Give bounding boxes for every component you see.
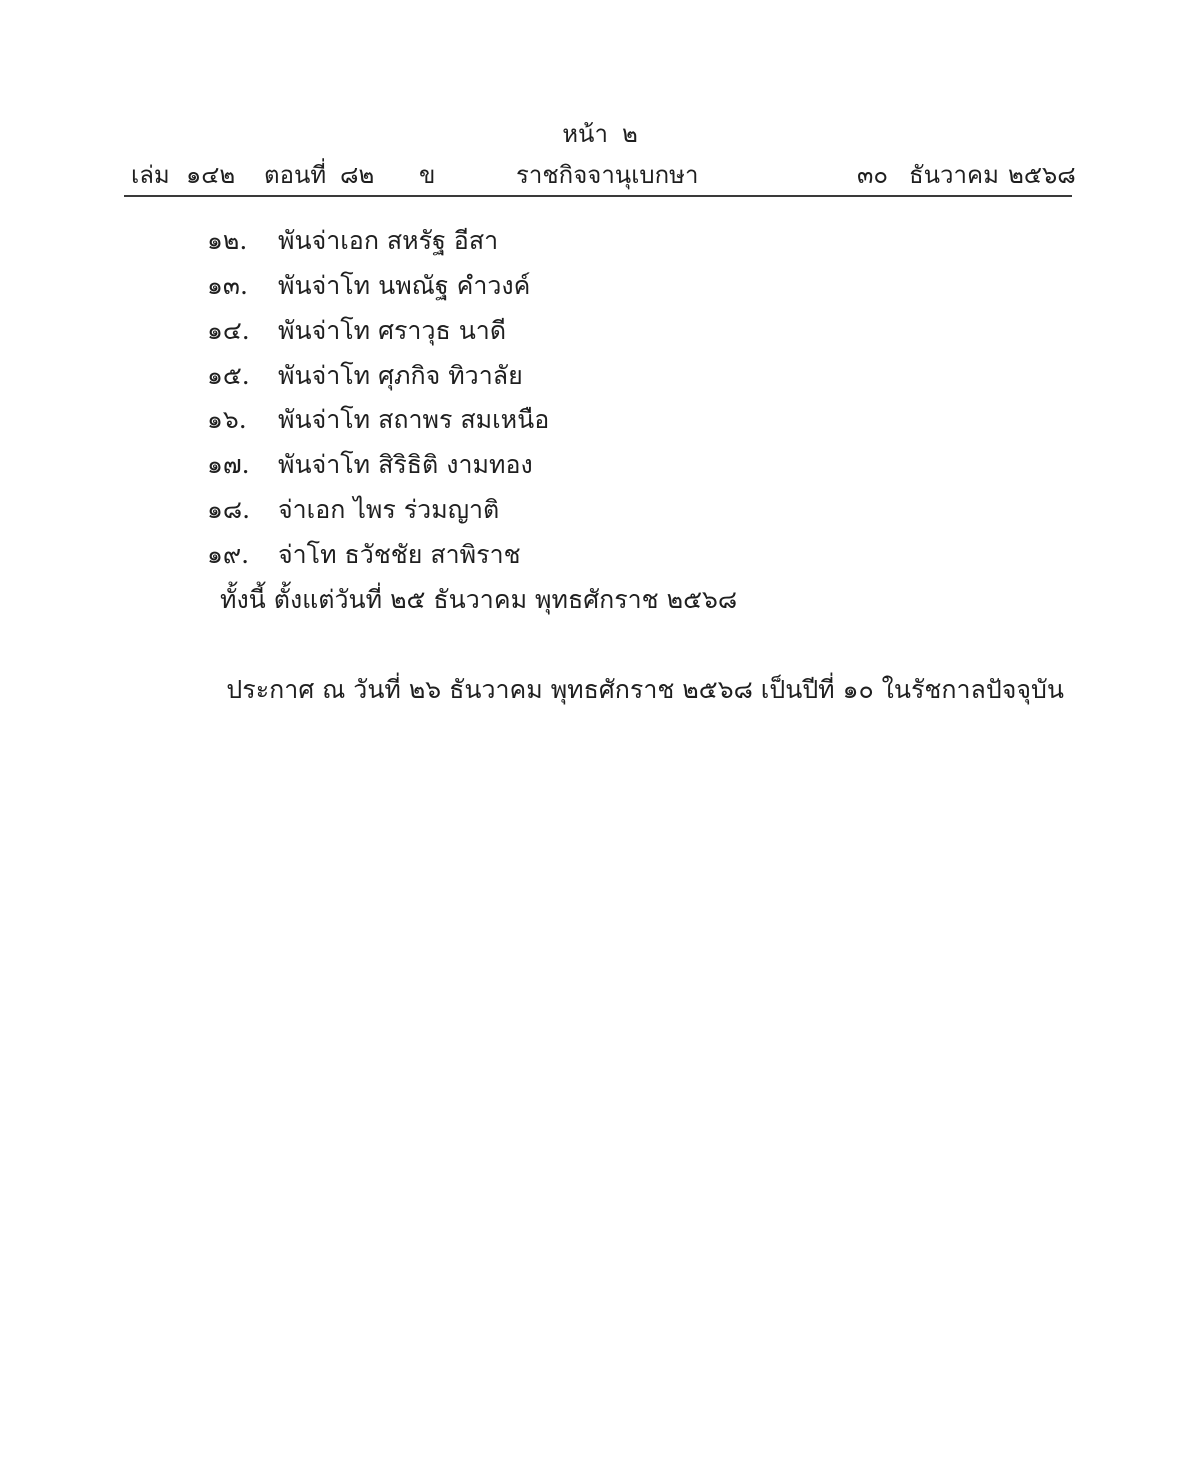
list-item-name: พันจ่าโท ศุภกิจ ทิวาลัย [278,361,523,390]
list-item-name: จ่าโท ธวัชชัย สาพิราช [278,540,521,569]
page-number [0,118,1200,150]
issue-label: ตอนที่ [264,161,327,189]
volume-label: เล่ม [131,161,170,189]
header-year: ๒๕๖๘ [1008,161,1076,189]
list-item-number: ๑๖. [207,405,247,434]
page-number-value: ๒ [621,120,638,148]
list-item-number: ๑๙. [207,540,250,569]
issue-number: ๘๒ [340,161,375,189]
header-day: ๓๐ [857,161,889,189]
list-item-number: ๑๕. [207,361,250,390]
proclamation-date: ประกาศ ณ วันที่ ๒๖ ธันวาคม พุทธศักราช ๒๕๖๘ เป็นปีที่ ๑๐ ในรัชกาลปัจจุบัน [226,675,1064,704]
list-item-name: พันจ่าโท สิริธิติ งามทอง [278,450,533,479]
list-item-name: พันจ่าโท นพณัฐ คำวงค์ [278,271,531,300]
list-item-name: พันจ่าโท สถาพร สมเหนือ [278,405,550,434]
section-letter: ข [419,161,436,189]
gazette-header [0,158,1200,192]
header-rule [124,195,1072,197]
list-item-number: ๑๒. [207,226,248,255]
list-item-name: พันจ่าเอก สหรัฐ อีสา [278,226,499,255]
list-item-name: พันจ่าโท ศราวุธ นาดี [278,316,507,345]
list-item-number: ๑๗. [207,450,250,479]
list-item-name: จ่าเอก ไพร ร่วมญาติ [278,495,500,524]
list-item-number: ๑๘. [207,495,251,524]
volume-number: ๑๔๒ [186,161,236,189]
effective-date: ทั้งนี้ ตั้งแต่วันที่ ๒๕ ธันวาคม พุทธศักราช ๒๕๖๘ [220,585,738,614]
list-item-number: ๑๔. [207,316,250,345]
page-number-label: หน้า [562,120,608,148]
list-item-number: ๑๓. [207,271,248,300]
header-month: ธันวาคม [909,161,999,189]
publication-name: ราชกิจจานุเบกษา [516,161,699,189]
